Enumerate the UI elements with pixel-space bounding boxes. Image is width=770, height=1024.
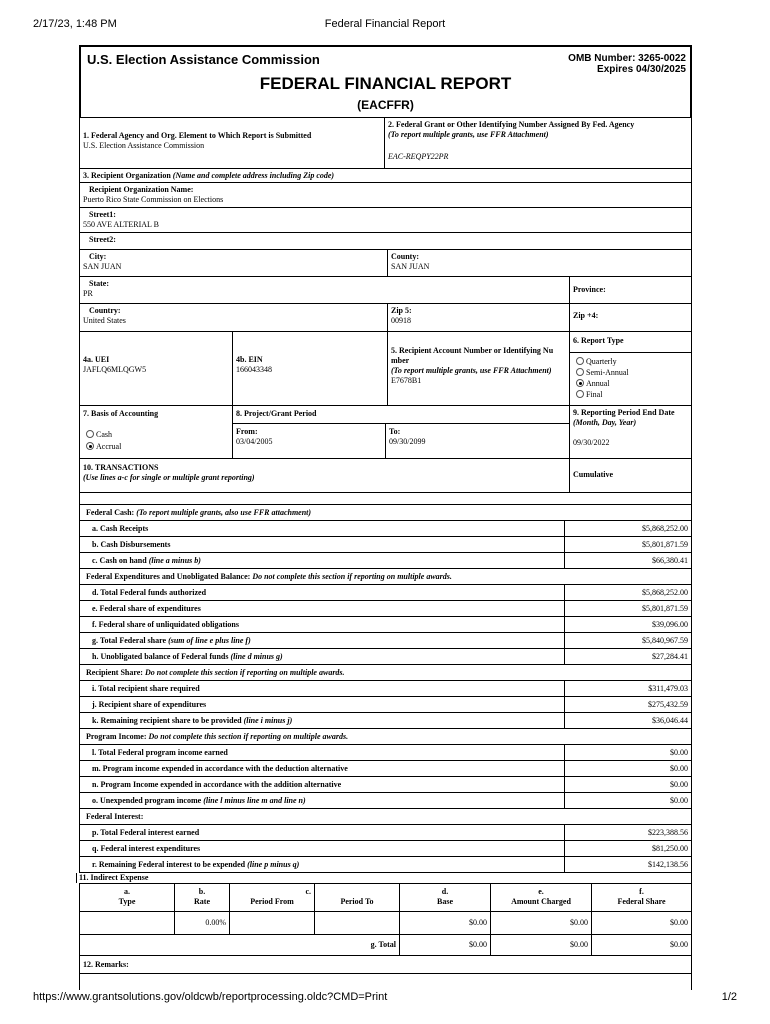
transaction-amount: $36,046.44 bbox=[652, 715, 688, 725]
transaction-line-a bbox=[79, 521, 692, 537]
indirect-header-name: Period From bbox=[250, 897, 294, 906]
label-period-from: From: bbox=[236, 427, 258, 436]
indirect-header-cell bbox=[491, 884, 592, 911]
basis-options bbox=[80, 426, 232, 454]
row-3-header bbox=[79, 169, 692, 183]
print-header bbox=[33, 18, 737, 32]
note-recipient-org: (Name and complete address including Zip code) bbox=[172, 171, 335, 180]
report-type-option-label: Quarterly bbox=[586, 357, 617, 366]
value-uei: JAFLQ6MLQGW5 bbox=[83, 365, 147, 374]
report-type-options bbox=[570, 353, 691, 401]
field-street1 bbox=[80, 208, 691, 232]
radio-button[interactable] bbox=[576, 390, 584, 398]
field-federal-agency bbox=[80, 118, 385, 168]
transaction-label-cell bbox=[80, 553, 565, 568]
field-org-name bbox=[80, 183, 691, 207]
print-datetime: 2/17/23, 1:48 PM bbox=[33, 18, 117, 30]
indirect-header-letter: a. bbox=[124, 887, 130, 896]
transaction-label: h. Unobligated balance of Federal funds bbox=[92, 651, 229, 661]
field-period-to bbox=[386, 424, 569, 459]
indirect-header-letter: b. bbox=[198, 887, 206, 896]
transaction-label-cell bbox=[80, 713, 565, 728]
indirect-header-letter: f. bbox=[639, 887, 644, 896]
field-city bbox=[80, 250, 388, 276]
transaction-label: p. Total Federal interest earned bbox=[92, 827, 200, 837]
print-title: Federal Financial Report bbox=[324, 18, 446, 30]
omb-number: OMB Number: 3265-0022 bbox=[568, 53, 686, 64]
transaction-label: g. Total Federal share bbox=[92, 635, 167, 645]
transaction-note bbox=[230, 652, 282, 662]
field-account-number bbox=[388, 332, 570, 405]
report-type-option-label: Annual bbox=[586, 379, 610, 388]
label-city: City: bbox=[89, 252, 107, 261]
form-title: FEDERAL FINANCIAL REPORT bbox=[259, 74, 512, 93]
label-street2: Street2: bbox=[89, 235, 116, 244]
label-report-type: 6. Report Type bbox=[573, 336, 624, 345]
indirect-header-name: Rate bbox=[194, 897, 210, 906]
transaction-label: c. Cash on hand bbox=[92, 555, 147, 565]
field-state bbox=[80, 277, 570, 303]
transactions-section-rs bbox=[79, 665, 692, 681]
section-note-text: Do not complete this section if reporting on multiple awards. bbox=[148, 731, 349, 741]
transaction-label-cell bbox=[80, 633, 565, 648]
indirect-cell-type bbox=[80, 912, 175, 934]
transaction-line-e bbox=[79, 601, 692, 617]
print-url: https://www.grantsolutions.gov/oldcwb/reportprocessing.oldc?CMD=Print bbox=[33, 991, 388, 1003]
label-federal-agency: 1. Federal Agency and Org. Element to Which Report is Submitted bbox=[83, 131, 312, 140]
transaction-amount: $311,479.03 bbox=[648, 683, 688, 693]
label-uei: 4a. UEI bbox=[83, 355, 110, 364]
transaction-line-g bbox=[79, 633, 692, 649]
row-street2 bbox=[79, 233, 692, 250]
label-province: Province: bbox=[573, 285, 606, 294]
label-indirect-expense: 11. Indirect Expense bbox=[79, 873, 149, 882]
transactions-section-fe bbox=[79, 569, 692, 585]
row-street1 bbox=[79, 208, 692, 233]
transaction-label: b. Cash Disbursements bbox=[92, 539, 171, 549]
transaction-line-q bbox=[79, 841, 692, 857]
transaction-note bbox=[244, 716, 293, 726]
row-transactions-header bbox=[79, 459, 692, 493]
transaction-label-cell bbox=[80, 761, 565, 776]
transaction-amount: $0.00 bbox=[670, 795, 688, 805]
field-transactions bbox=[80, 459, 570, 492]
remarks-body bbox=[79, 974, 692, 990]
value-period-to: 09/30/2099 bbox=[389, 437, 426, 446]
label-project-period: 8. Project/Grant Period bbox=[236, 409, 317, 418]
indirect-header-cell bbox=[400, 884, 491, 911]
field-zip4 bbox=[570, 304, 691, 331]
row-remarks bbox=[79, 956, 692, 974]
indirect-total-base: $0.00 bbox=[400, 935, 491, 955]
transaction-label: a. Cash Receipts bbox=[92, 523, 149, 533]
field-basis-accounting bbox=[80, 406, 233, 458]
transaction-label: f. Federal share of unliquidated obligations bbox=[92, 619, 239, 629]
section-title: Program Income: bbox=[86, 731, 147, 741]
transaction-amount: $0.00 bbox=[670, 763, 688, 773]
print-page-number: 1/2 bbox=[721, 991, 737, 1003]
value-country: United States bbox=[83, 316, 126, 325]
label-remarks: 12. Remarks: bbox=[83, 960, 129, 969]
section-note bbox=[145, 668, 345, 678]
row-org-name bbox=[79, 183, 692, 208]
transaction-line-p bbox=[79, 825, 692, 841]
report-type-option bbox=[576, 357, 691, 368]
indirect-header-cell bbox=[315, 884, 400, 911]
transaction-label: l. Total Federal program income earned bbox=[92, 747, 228, 757]
transaction-line-l bbox=[79, 745, 692, 761]
indirect-header-name: Type bbox=[118, 897, 136, 906]
note-grant-number: (To report multiple grants, use FFR Attachment) bbox=[388, 130, 549, 139]
indirect-header-letter bbox=[315, 887, 399, 897]
field-remarks bbox=[80, 956, 691, 973]
section-title: Recipient Share: bbox=[86, 667, 143, 677]
basis-option-label: Accrual bbox=[96, 442, 122, 451]
label-transactions: 10. TRANSACTIONS bbox=[83, 463, 159, 472]
label-zip4: Zip +4: bbox=[573, 311, 599, 320]
label-org-name: Recipient Organization Name: bbox=[89, 185, 194, 194]
value-period-from: 03/04/2005 bbox=[236, 437, 273, 446]
transaction-label: n. Program Income expended in accordance with the addition alternative bbox=[92, 779, 342, 789]
transaction-line-o bbox=[79, 793, 692, 809]
radio-button[interactable] bbox=[86, 442, 94, 450]
row-country bbox=[79, 304, 692, 332]
section-title: Federal Expenditures and Unobligated Balance: bbox=[86, 571, 251, 581]
transaction-amount: $5,868,252.00 bbox=[642, 587, 688, 597]
transaction-label-cell bbox=[80, 841, 565, 856]
field-recipient-org bbox=[80, 169, 691, 182]
transaction-label-cell bbox=[80, 793, 565, 808]
indirect-expense-row bbox=[80, 912, 691, 935]
indirect-header-name: Base bbox=[437, 897, 453, 906]
label-zip5: Zip 5: bbox=[391, 306, 412, 315]
field-period-from bbox=[233, 424, 386, 459]
transaction-label-cell bbox=[80, 857, 565, 872]
indirect-cell-charged: $0.00 bbox=[491, 912, 592, 934]
transaction-label-cell bbox=[80, 521, 565, 536]
indirect-header-cell bbox=[230, 884, 315, 911]
label-grant-number: 2. Federal Grant or Other Identifying Number Assigned By Fed. Agency bbox=[388, 120, 635, 129]
transaction-amount: $27,284.41 bbox=[652, 651, 688, 661]
indirect-cell-from bbox=[230, 912, 315, 934]
field-grant-number bbox=[385, 118, 691, 168]
field-project-period bbox=[233, 406, 570, 458]
transaction-line-c bbox=[79, 553, 692, 569]
report-type-option-label: Final bbox=[586, 390, 603, 399]
report-type-option bbox=[576, 379, 691, 390]
value-street1: 550 AVE ALTERIAL B bbox=[83, 220, 159, 229]
transaction-amount: $275,432.59 bbox=[648, 699, 688, 709]
field-zip5 bbox=[388, 304, 570, 331]
indirect-cell-rate: 0.00% bbox=[175, 912, 230, 934]
section-note bbox=[136, 508, 311, 518]
value-org-name: Puerto Rico State Commission on Elections bbox=[83, 195, 224, 204]
indirect-header-cell bbox=[592, 884, 691, 911]
indirect-expense-total-row bbox=[80, 935, 691, 955]
transaction-note-text: (line l minus line m and line n) bbox=[203, 795, 306, 805]
report-type-option bbox=[576, 368, 691, 379]
transaction-label-cell bbox=[80, 649, 565, 664]
transaction-label-cell bbox=[80, 585, 565, 600]
transaction-label-cell bbox=[80, 777, 565, 792]
label-cumulative: Cumulative bbox=[573, 470, 613, 479]
field-country bbox=[80, 304, 388, 331]
transaction-amount: $0.00 bbox=[670, 779, 688, 789]
transaction-note bbox=[203, 796, 305, 806]
section-note-text: (To report multiple grants, also use FFR attachment) bbox=[136, 507, 312, 517]
basis-option-label: Cash bbox=[96, 430, 112, 439]
transactions-section-fi bbox=[79, 809, 692, 825]
transaction-amount: $66,380.41 bbox=[652, 555, 688, 565]
field-ein bbox=[233, 332, 388, 405]
transaction-amount: $142,138.56 bbox=[648, 859, 688, 869]
indirect-header-letter: e. bbox=[538, 887, 544, 896]
label-account-number: 5. Recipient Account Number or Identifying Nu bbox=[391, 346, 554, 355]
indirect-expense-table bbox=[79, 883, 692, 956]
field-period-end bbox=[570, 406, 691, 458]
agency-name: U.S. Election Assistance Commission bbox=[87, 52, 320, 67]
row-4-5-6 bbox=[79, 332, 692, 406]
value-grant-number: EAC-REQPY22PR bbox=[388, 152, 449, 161]
omb-expires: Expires 04/30/2025 bbox=[597, 64, 686, 75]
transaction-label-cell bbox=[80, 681, 565, 696]
value-county: SAN JUAN bbox=[391, 262, 430, 271]
form-subtitle: (EACFFR) bbox=[357, 98, 414, 112]
report-type-option bbox=[576, 390, 691, 401]
transaction-label-cell bbox=[80, 617, 565, 632]
section-title: Federal Cash: bbox=[86, 507, 135, 517]
transaction-note bbox=[247, 860, 299, 870]
transaction-label: e. Federal share of expenditures bbox=[92, 603, 201, 613]
field-report-type bbox=[570, 332, 691, 405]
transactions-section-federal_cash bbox=[79, 505, 692, 521]
transaction-line-d bbox=[79, 585, 692, 601]
value-period-end: 09/30/2022 bbox=[573, 438, 610, 447]
transaction-label: i. Total recipient share required bbox=[92, 683, 200, 693]
label-account-number-2: mber bbox=[391, 356, 410, 365]
transaction-label: d. Total Federal funds authorized bbox=[92, 587, 207, 597]
radio-button[interactable] bbox=[576, 357, 584, 365]
transaction-amount: $223,388.56 bbox=[648, 827, 688, 837]
field-uei bbox=[80, 332, 233, 405]
row-state bbox=[79, 277, 692, 304]
field-street2 bbox=[80, 233, 691, 249]
transaction-label-cell bbox=[80, 745, 565, 760]
federal-financial-report-form bbox=[79, 45, 692, 990]
label-county: County: bbox=[391, 252, 420, 261]
print-footer bbox=[33, 991, 737, 1003]
omb-info bbox=[568, 53, 686, 75]
label-period-to: To: bbox=[389, 427, 401, 436]
field-county bbox=[388, 250, 691, 276]
value-zip5: 00918 bbox=[391, 316, 411, 325]
field-cumulative bbox=[570, 459, 691, 492]
basis-option bbox=[86, 442, 232, 454]
transaction-note-text: (line i minus j) bbox=[243, 715, 293, 725]
label-country: Country: bbox=[89, 306, 121, 315]
transaction-label: q. Federal interest expenditures bbox=[92, 843, 201, 853]
label-state: State: bbox=[89, 279, 109, 288]
label-ein: 4b. EIN bbox=[236, 355, 263, 364]
transaction-label-cell bbox=[80, 697, 565, 712]
transaction-amount: $0.00 bbox=[670, 747, 688, 757]
value-account-number: E7678B1 bbox=[391, 376, 422, 385]
indirect-header-name: Period To bbox=[340, 897, 374, 906]
transaction-amount: $39,096.00 bbox=[652, 619, 688, 629]
label-street1: Street1: bbox=[89, 210, 116, 219]
note-period-end: (Month, Day, Year) bbox=[573, 418, 637, 427]
transactions-section-pi bbox=[79, 729, 692, 745]
note-account-number: (To report multiple grants, use FFR Attachment) bbox=[391, 366, 552, 375]
section-note-text: Do not complete this section if reporting on multiple awards. bbox=[252, 571, 452, 581]
transaction-label: m. Program income expended in accordance with the deduction alternative bbox=[92, 763, 348, 773]
row-1-2 bbox=[79, 117, 692, 169]
form-header bbox=[79, 45, 692, 117]
indirect-header-name: Federal Share bbox=[617, 897, 666, 906]
transaction-line-b bbox=[79, 537, 692, 553]
radio-button[interactable] bbox=[86, 430, 94, 438]
section-note bbox=[149, 732, 349, 742]
indirect-header-letter: d. bbox=[441, 887, 449, 896]
indirect-expense-title bbox=[76, 873, 692, 883]
transaction-note-text: (line d minus g) bbox=[230, 651, 283, 661]
transaction-amount: $5,868,252.00 bbox=[642, 523, 688, 533]
transaction-line-r bbox=[79, 857, 692, 873]
field-province bbox=[570, 277, 691, 303]
value-federal-agency: U.S. Election Assistance Commission bbox=[83, 141, 205, 150]
row-city-county bbox=[79, 250, 692, 277]
indirect-total-charged: $0.00 bbox=[491, 935, 592, 955]
transaction-line-m bbox=[79, 761, 692, 777]
transaction-note bbox=[168, 636, 251, 646]
indirect-header-cell bbox=[80, 884, 175, 911]
transactions-table bbox=[79, 505, 692, 873]
section-note-text: Do not complete this section if reporting on multiple awards. bbox=[144, 667, 345, 677]
indirect-cell-share: $0.00 bbox=[670, 918, 688, 927]
indirect-expense-header bbox=[80, 884, 691, 912]
transactions-spacer bbox=[79, 493, 692, 505]
label-basis-accounting: 7. Basis of Accounting bbox=[83, 409, 159, 418]
transaction-line-j bbox=[79, 697, 692, 713]
indirect-header-name: Amount Charged bbox=[511, 897, 571, 906]
indirect-total-share: $0.00 bbox=[670, 940, 688, 949]
label-period-end: 9. Reporting Period End Date bbox=[573, 408, 675, 417]
transaction-line-k bbox=[79, 713, 692, 729]
transaction-line-n bbox=[79, 777, 692, 793]
transaction-label-cell bbox=[80, 825, 565, 840]
transaction-line-i bbox=[79, 681, 692, 697]
transaction-amount: $81,250.00 bbox=[652, 843, 688, 853]
report-type-option-label: Semi-Annual bbox=[586, 368, 629, 377]
transaction-label: o. Unexpended program income bbox=[92, 795, 202, 805]
radio-button[interactable] bbox=[576, 368, 584, 376]
section-title: Federal Interest: bbox=[86, 811, 144, 821]
transaction-amount: $5,801,871.59 bbox=[642, 539, 688, 549]
value-state: PR bbox=[83, 289, 93, 298]
row-7-8-9 bbox=[79, 406, 692, 459]
label-indirect-total: g. Total bbox=[370, 940, 396, 949]
indirect-header-cell bbox=[175, 884, 230, 911]
transaction-line-f bbox=[79, 617, 692, 633]
transaction-label: j. Recipient share of expenditures bbox=[92, 699, 207, 709]
indirect-cell-base: $0.00 bbox=[400, 912, 491, 934]
indirect-header-letter: c. bbox=[305, 887, 311, 896]
transaction-label: k. Remaining recipient share to be provided bbox=[92, 715, 242, 725]
note-transactions: (Use lines a-c for single or multiple grant reporting) bbox=[83, 473, 255, 482]
indirect-cell-to bbox=[315, 912, 400, 934]
transaction-line-h bbox=[79, 649, 692, 665]
label-recipient-org: 3. Recipient Organization bbox=[83, 171, 171, 180]
transaction-note-text: (sum of line e plus line f) bbox=[168, 635, 251, 645]
transaction-label: r. Remaining Federal interest to be expended bbox=[92, 859, 246, 869]
radio-button[interactable] bbox=[576, 379, 584, 387]
transaction-note-text: (line p minus q) bbox=[247, 859, 300, 869]
transaction-label-cell bbox=[80, 537, 565, 552]
basis-option bbox=[86, 430, 232, 442]
section-note bbox=[252, 572, 452, 582]
value-city: SAN JUAN bbox=[83, 262, 122, 271]
transaction-note-text: (line a minus b) bbox=[148, 555, 201, 565]
value-ein: 166043348 bbox=[236, 365, 272, 374]
transaction-note bbox=[149, 556, 201, 566]
indirect-total-label-cell bbox=[80, 935, 400, 955]
transaction-label-cell bbox=[80, 601, 565, 616]
transaction-amount: $5,840,967.59 bbox=[642, 635, 688, 645]
transaction-amount: $5,801,871.59 bbox=[642, 603, 688, 613]
